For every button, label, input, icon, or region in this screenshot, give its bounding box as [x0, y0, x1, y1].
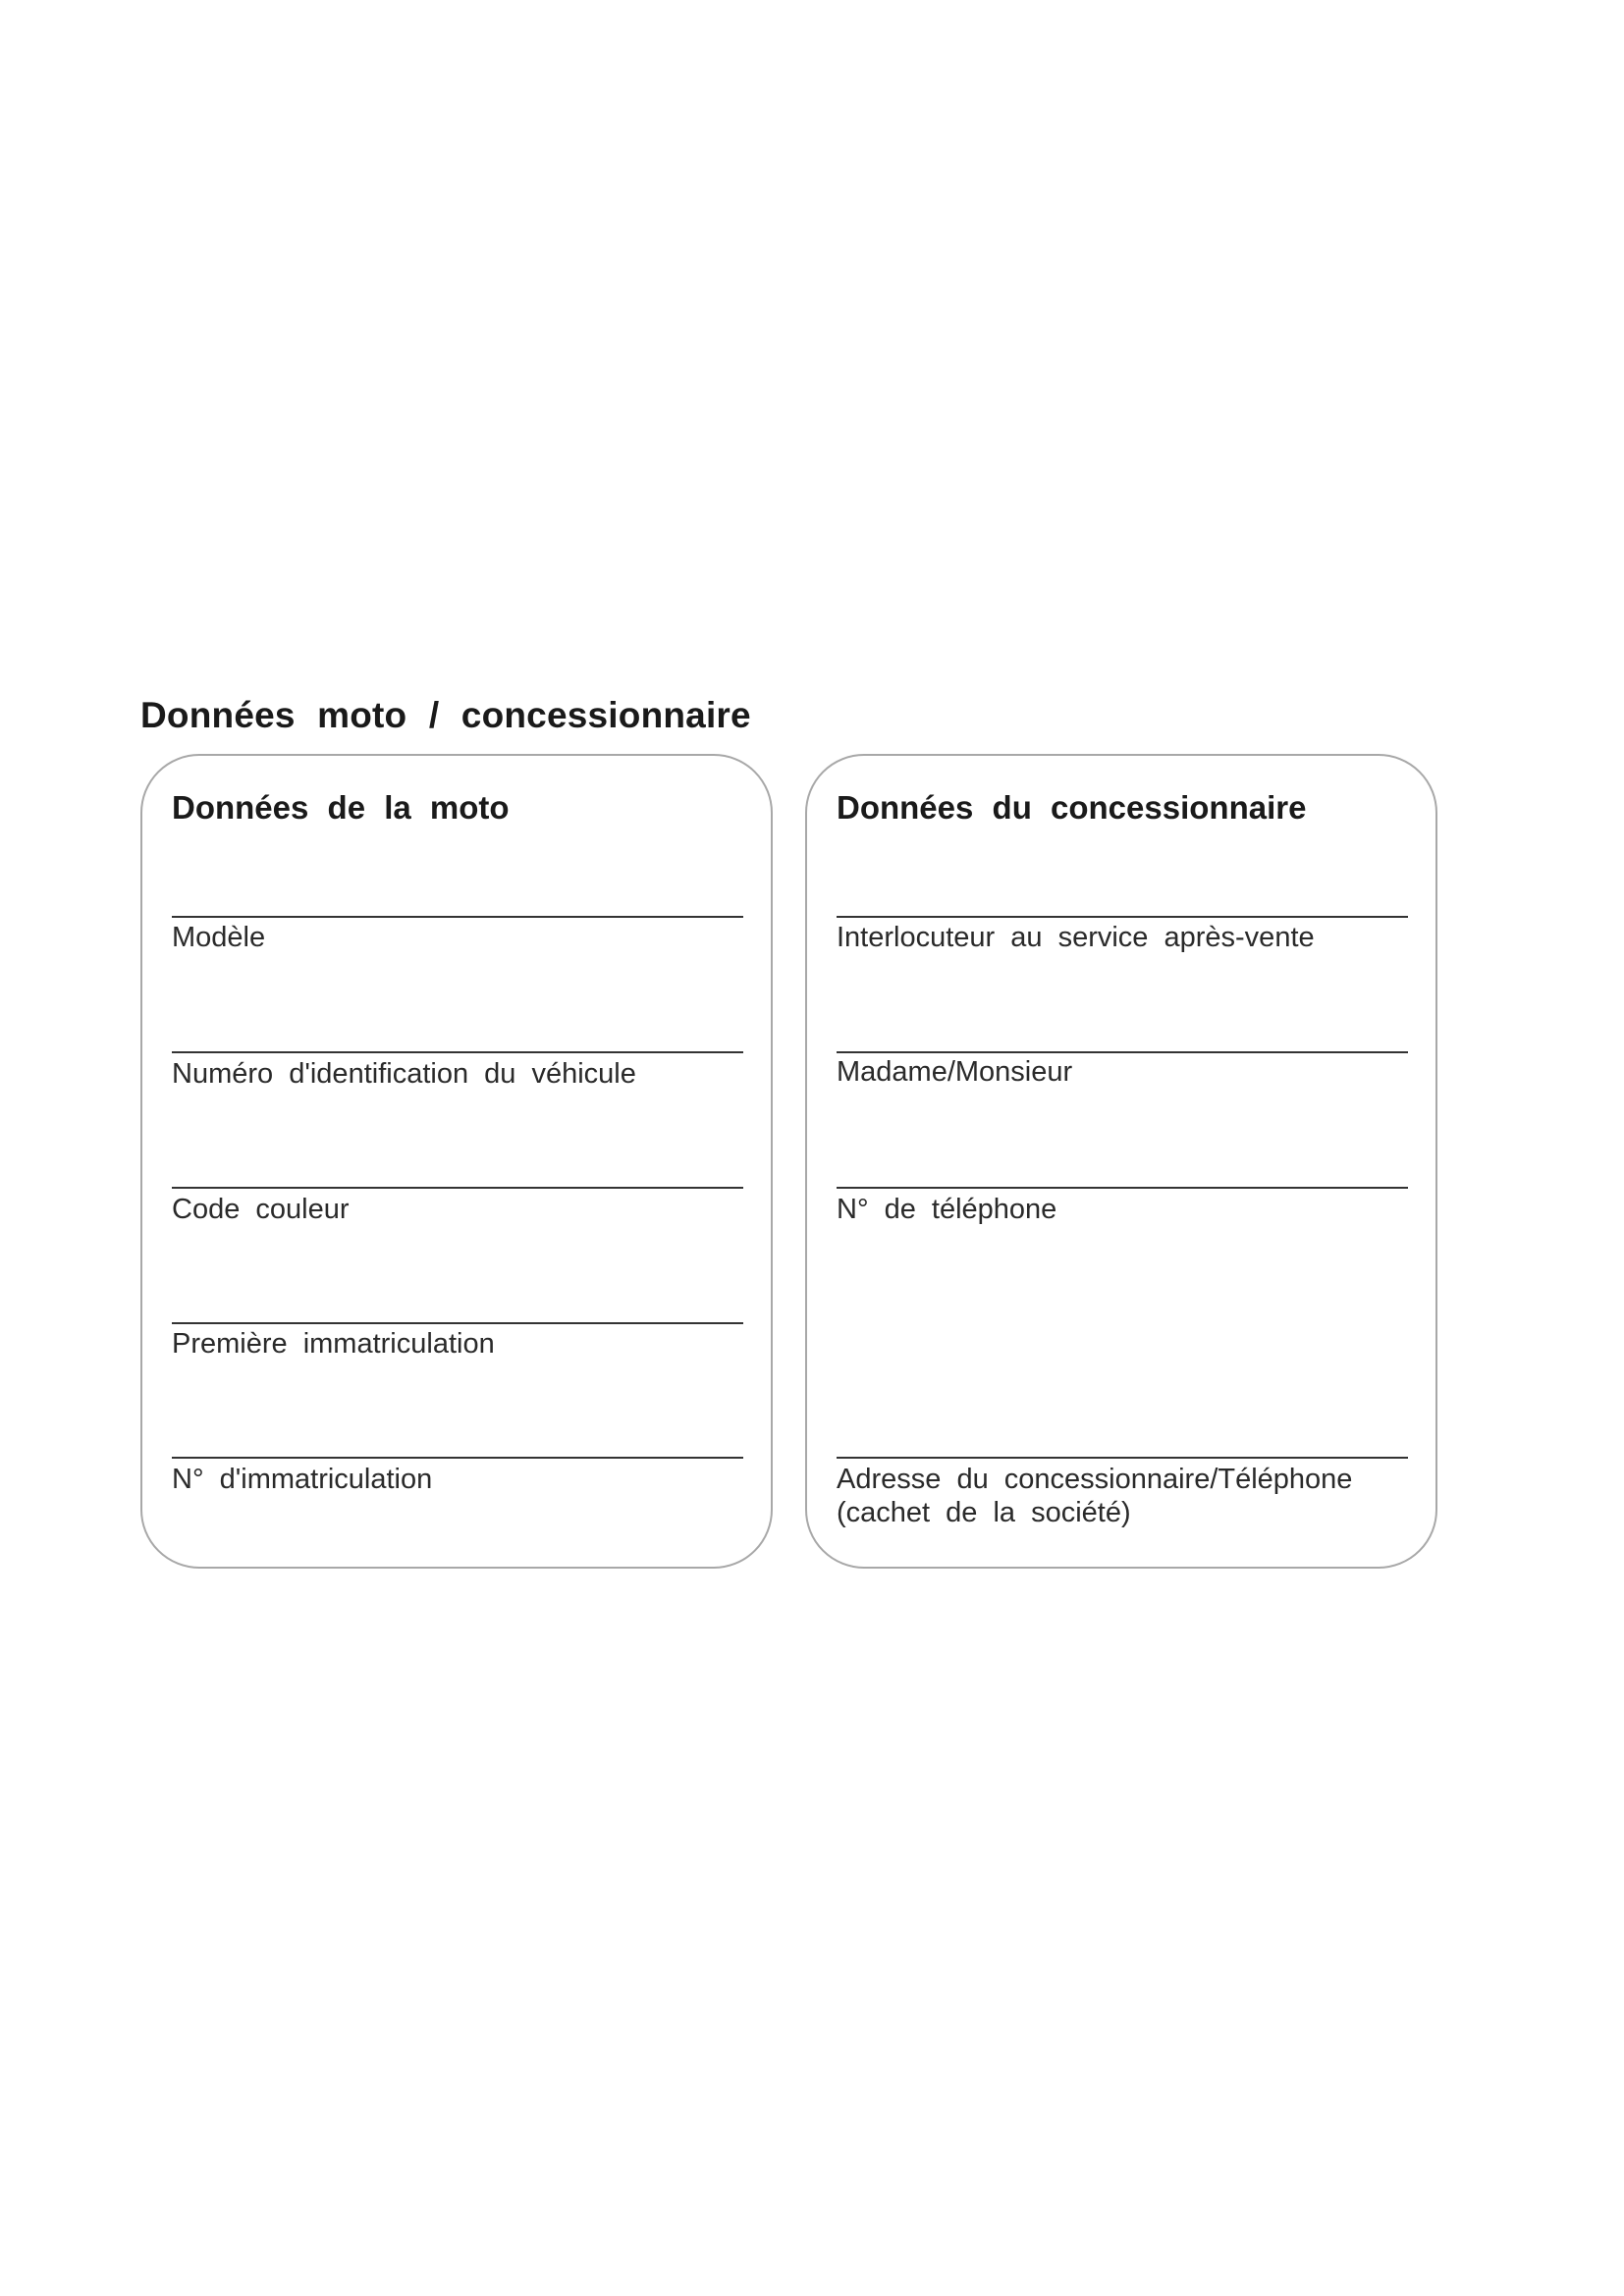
first-registration-field-line[interactable] — [172, 1322, 743, 1324]
color-code-field-label: Code couleur — [172, 1194, 350, 1225]
contact-name-field-label: Madame/Monsieur — [837, 1056, 1073, 1088]
contact-name-field-line[interactable] — [837, 1051, 1408, 1053]
dealer-card-title: Données du concessionnaire — [837, 789, 1307, 826]
service-contact-field-line[interactable] — [837, 916, 1408, 918]
model-field-label: Modèle — [172, 922, 266, 953]
moto-card-title: Données de la moto — [172, 789, 510, 826]
company-stamp-note: (cachet de la société) — [837, 1497, 1131, 1528]
color-code-field-line[interactable] — [172, 1187, 743, 1189]
first-registration-field-label: Première immatriculation — [172, 1328, 495, 1360]
registration-number-field-label: N° d'immatriculation — [172, 1464, 433, 1495]
dealer-address-field-label: Adresse du concessionnaire/Téléphone — [837, 1464, 1353, 1495]
phone-field-line[interactable] — [837, 1187, 1408, 1189]
moto-data-card — [140, 754, 773, 1569]
model-field-line[interactable] — [172, 916, 743, 918]
registration-number-field-line[interactable] — [172, 1457, 743, 1459]
vin-field-line[interactable] — [172, 1051, 743, 1053]
service-contact-field-label: Interlocuteur au service après-vente — [837, 922, 1315, 953]
page-title: Données moto / concessionnaire — [140, 695, 751, 735]
dealer-address-field-line[interactable] — [837, 1457, 1408, 1459]
dealer-data-card — [805, 754, 1437, 1569]
vin-field-label: Numéro d'identification du véhicule — [172, 1058, 636, 1090]
phone-field-label: N° de téléphone — [837, 1194, 1057, 1225]
